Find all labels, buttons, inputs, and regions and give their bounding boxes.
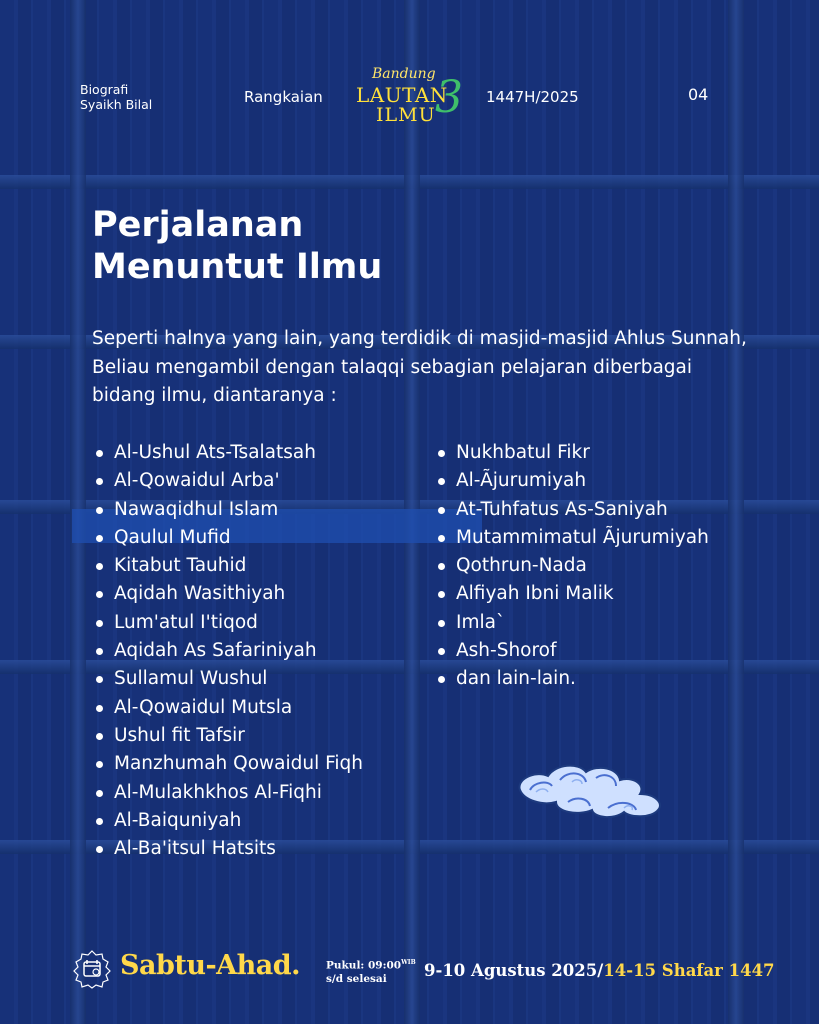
- shelf-post: [728, 0, 744, 1024]
- list-item: Alfiyah Ibni Malik: [434, 580, 709, 608]
- list-item: Sullamul Wushul: [92, 665, 363, 693]
- list-item: Qaulul Mufid: [92, 524, 363, 552]
- date-hijri: 14-15 Shafar 1447: [603, 961, 775, 980]
- list-item: Imla`: [434, 609, 709, 637]
- list-item: Ushul fit Tafsir: [92, 722, 363, 750]
- list-item: Nukhbatul Fikr: [434, 439, 709, 467]
- event-days: Sabtu-Ahad.: [120, 950, 301, 981]
- time-start: Pukul: 09:00: [326, 959, 402, 972]
- list-item: Mutammimatul Ãjurumiyah: [434, 524, 709, 552]
- list-item: Al-Ba'itsul Hatsits: [92, 835, 363, 863]
- list-item: Al-Ãjurumiyah: [434, 467, 709, 495]
- list-item: Aqidah As Safariniyah: [92, 637, 363, 665]
- header-year: 1447H/2025: [486, 88, 579, 106]
- kitab-list-left: [92, 439, 363, 863]
- list-item: Manzhumah Qowaidul Fiqh: [92, 750, 363, 778]
- title-line2: Menuntut Ilmu: [92, 247, 383, 287]
- time-end: s/d selesai: [326, 972, 387, 985]
- header-rangkaian: Rangkaian: [244, 88, 323, 106]
- mega-mendung-cloud-icon: [512, 758, 670, 824]
- list-item: Aqidah Wasithiyah: [92, 580, 363, 608]
- list-item: Kitabut Tauhid: [92, 552, 363, 580]
- event-dates: [424, 961, 775, 980]
- logo-line2: LAUTAN: [356, 83, 448, 107]
- date-masehi: 9-10 Agustus 2025/: [424, 961, 604, 980]
- list-item: dan lain-lain.: [434, 665, 709, 693]
- list-item: Al-Qowaidul Mutsla: [92, 694, 363, 722]
- header-bio: [80, 82, 152, 112]
- page-title: [92, 204, 592, 288]
- title-line1: Perjalanan: [92, 205, 304, 245]
- kitab-list-right: [434, 439, 709, 694]
- logo-number: 3: [435, 72, 463, 123]
- event-logo: [352, 64, 472, 130]
- list-item: Al-Mulakhkhos Al-Fiqhi: [92, 779, 363, 807]
- list-item: Ash-Shorof: [434, 637, 709, 665]
- logo-line3: ILMU: [376, 104, 436, 126]
- intro-paragraph: Seperti halnya yang lain, yang terdidik di masjid-masjid Ahlus Sunnah, Beliau mengambil dengan talaqqi sebagian pelajaran diberbagai bidang ilmu, diantaranya :: [92, 328, 747, 406]
- list-item: Al-Qowaidul Arba': [92, 467, 363, 495]
- list-item: Al-Baiquniyah: [92, 807, 363, 835]
- bio-line1: Biografi: [80, 82, 129, 97]
- footer-event-info: [0, 940, 819, 1000]
- list-item: Qothrun-Nada: [434, 552, 709, 580]
- list-item: At-Tuhfatus As-Saniyah: [434, 496, 709, 524]
- event-time: [326, 956, 416, 986]
- list-item: Lum'atul I'tiqod: [92, 609, 363, 637]
- bio-line2: Syaikh Bilal: [80, 97, 153, 112]
- header: [0, 0, 819, 140]
- list-item: Nawaqidhul Islam: [92, 496, 363, 524]
- page-number: 04: [688, 85, 709, 104]
- logo-line1: Bandung: [372, 66, 436, 82]
- list-item: Al-Ushul Ats-Tsalatsah: [92, 439, 363, 467]
- time-zone: WIB: [401, 959, 416, 966]
- calendar-icon: [72, 949, 112, 989]
